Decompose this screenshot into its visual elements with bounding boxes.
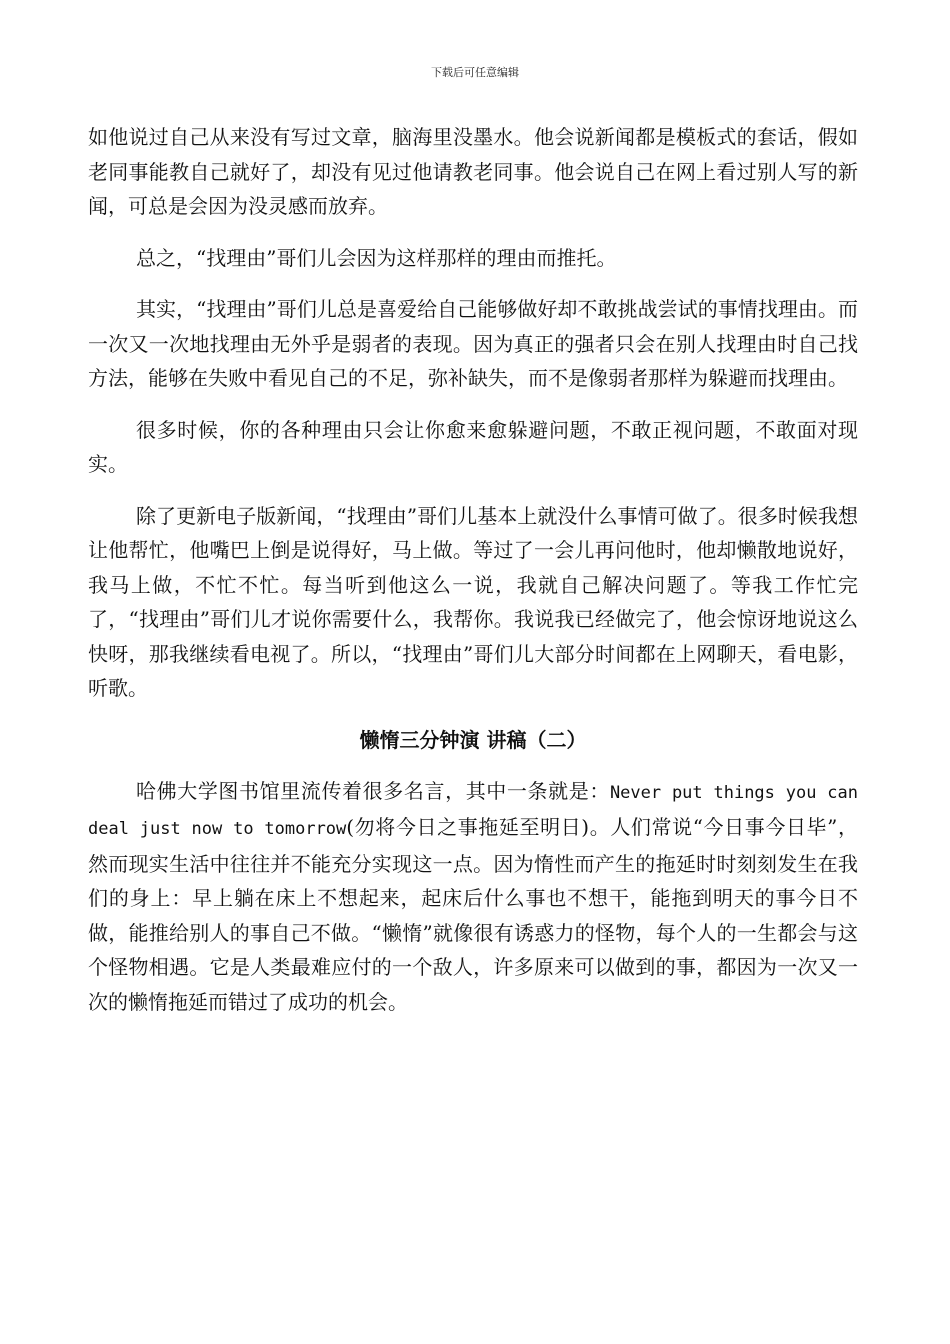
paragraph-continuation: 如他说过自己从来没有写过文章，脑海里没墨水。他会说新闻都是模板式的套话，假如老同事能教自己就好了，却没有见过他请教老同事。他会说自己在网上看过别人写的新闻，可总是会因为没灵感而放弃。 [88,125,858,218]
document-body [88,120,858,1019]
page-header: 下载后可任意编辑 [431,66,519,79]
harvard-rest-text: (勿将今日之事拖延至明日)。人们常说“今日事今日毕”，然而现实生活中往往并不能充分实现这一点。因为惰性而产生的拖延时时刻刻发生在我们的身上：早上躺在床上不想起来，起床后什么事也不想干，能拖到明天的事今日不做，能推给别人的事自己不做。“懒惰”就像很有诱惑力的怪物，每个人的一生都会与这个怪物相遇。它是人类最难应付的一个敌人，许多原来可以做到的事，都因为一次又一次的懒惰拖延而错过了成功的机会。 [88,815,858,1014]
harvard-lead-text: 哈佛大学图书馆里流传着很多名言，其中一条就是： [136,778,610,803]
paragraph-summary: 总之，“找理由”哥们儿会因为这样那样的理由而推托。 [136,245,617,270]
paragraph-example: 除了更新电子版新闻，“找理由”哥们儿基本上就没什么事情可做了。很多时候我想让他帮忙，他嘴巴上倒是说得好，马上做。等过了一会儿再问他时，他却懒散地说好，我马上做，不忙不忙。每当听到他这么一说，我就自己解决问题了。等我工作忙完了，“找理由”哥们儿才说你需要什么，我帮你。我说我已经做完了，他会惊讶地说这么快呀，那我继续看电视了。所以，“找理由”哥们儿大部分时间都在上网聊天，看电影，听歌。 [88,503,858,700]
section-title: 懒惰三分钟演 讲稿（二） [359,727,587,752]
english-quote: Never put things you can deal just now to tomorrow [88,782,858,839]
paragraph-avoidance: 很多时候，你的各种理由只会让你愈来愈躲避问题，不敢正视问题，不敢面对现实。 [88,417,858,476]
paragraph-reasons: 其实，“找理由”哥们儿总是喜爱给自己能够做好却不敢挑战尝试的事情找理由。而一次又一次地找理由无外乎是弱者的表现。因为真正的强者只会在别人找理由时自己找方法，能够在失败中看见自己的不足，弥补缺失，而不是像弱者那样为躲避而找理由。 [88,297,858,390]
paragraph-harvard [88,774,858,1020]
